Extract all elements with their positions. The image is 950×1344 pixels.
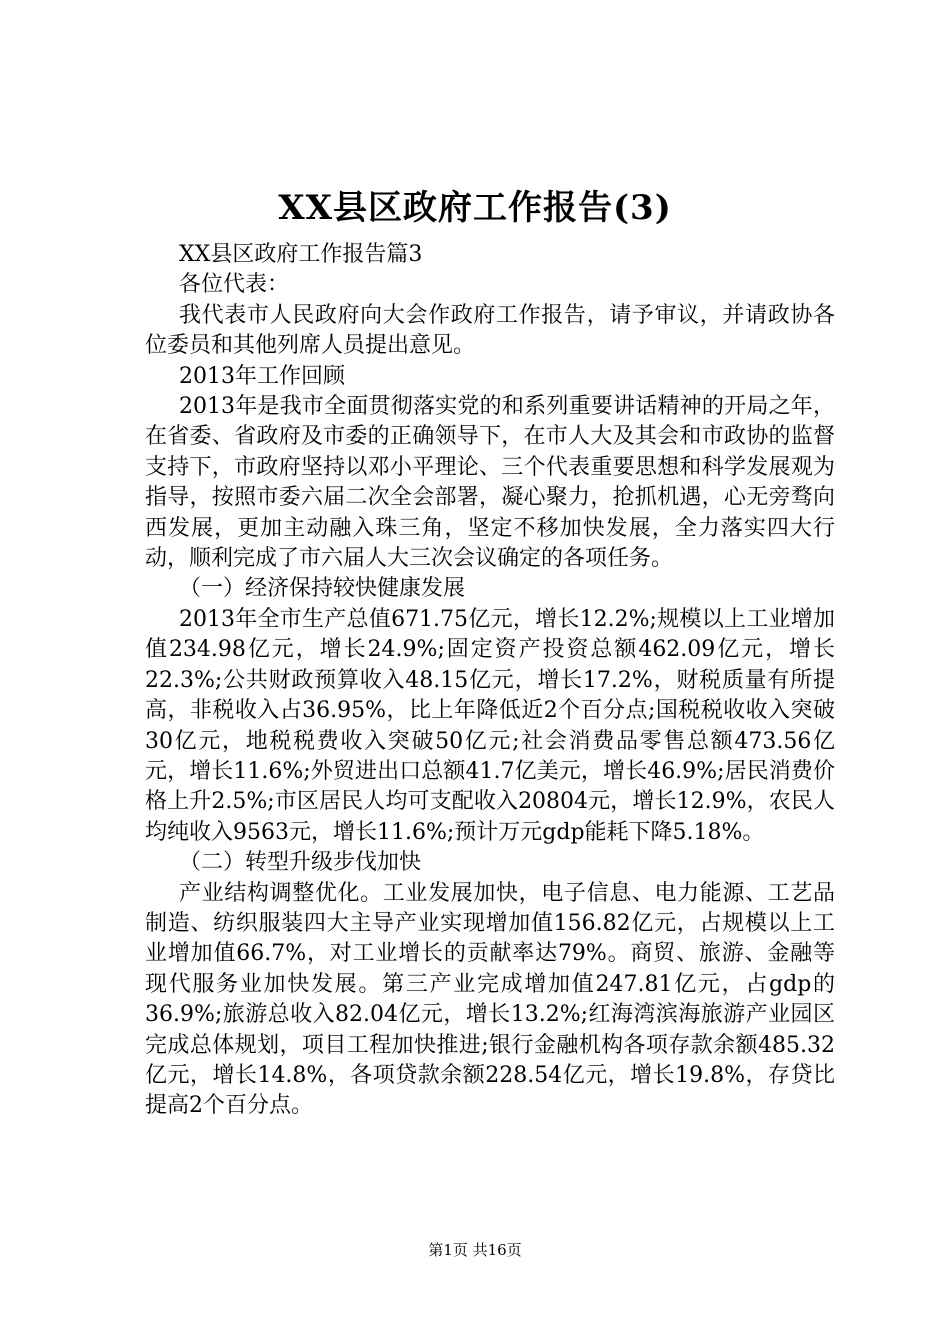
paragraph-transformation: 产业结构调整优化。工业发展加快，电子信息、电力能源、工艺品制造、纺织服装四大主导产业实现增加值156.82亿元，占规模以上工业增加值66.7%，对工业增长的贡献率达79%。商贸、旅游、金融等现代服务业加快发展。第三产业完成增加值247.81亿元，占gdp的36.9%;旅游总收入82.04亿元，增长13.2%;红海湾滨海旅游产业园区完成总体规划，项目工程加快推进;银行金融机构各项存款余额485.32亿元，增长14.8%，各项贷款余额228.54亿元，增长19.8%，存贷比提高2个百分点。 xyxy=(145,880,835,1119)
section-heading-review: 2013年工作回顾 xyxy=(179,363,345,389)
section-heading-economy: （一）经济保持较快健康发展 xyxy=(179,576,466,602)
document-body xyxy=(145,240,835,1122)
paragraph-economy: 2013年全市生产总值671.75亿元，增长12.2%;规模以上工业增加值234.98亿元，增长24.9%;固定资产投资总额462.09亿元，增长22.3%;公共财政预算收入48.15亿元，增长17.2%，财税质量有所提高，非税收入占36.95%，比上年降低近2个百分点;国税税收收入突破30亿元，地税税费收入突破50亿元;社会消费品零售总额473.56亿元，增长11.6%;外贸进出口总额41.7亿美元，增长46.9%;居民消费价格上升2.5%;市区居民人均可支配收入20804元，增长12.9%，农民人均纯收入9563元，增长11.6%;预计万元gdp能耗下降5.18%。 xyxy=(145,606,835,845)
document-title: XX县区政府工作报告(3) xyxy=(278,188,672,228)
page-footer: 第1页 共16页 xyxy=(428,1241,522,1259)
paragraph-subtitle: XX县区政府工作报告篇3 xyxy=(179,242,423,267)
section-heading-transformation: （二）转型升级步伐加快 xyxy=(179,850,422,876)
paragraph-review: 2013年是我市全面贯彻落实党的和系列重要讲话精神的开局之年，在省委、省政府及市委的正确领导下，在市人大及其会和市政协的监督支持下，市政府坚持以邓小平理论、三个代表重要思想和科学发展观为指导，按照市委六届二次全会部署，凝心聚力，抢抓机遇，心无旁骛向西发展，更加主动融入珠三角，坚定不移加快发展，全力落实四大行动，顺利完成了市六届人大三次会议确定的各项任务。 xyxy=(145,394,835,572)
paragraph-salutation: 各位代表： xyxy=(179,272,290,298)
paragraph-intro: 我代表市人民政府向大会作政府工作报告，请予审议，并请政协各位委员和其他列席人员提出意见。 xyxy=(145,302,835,359)
